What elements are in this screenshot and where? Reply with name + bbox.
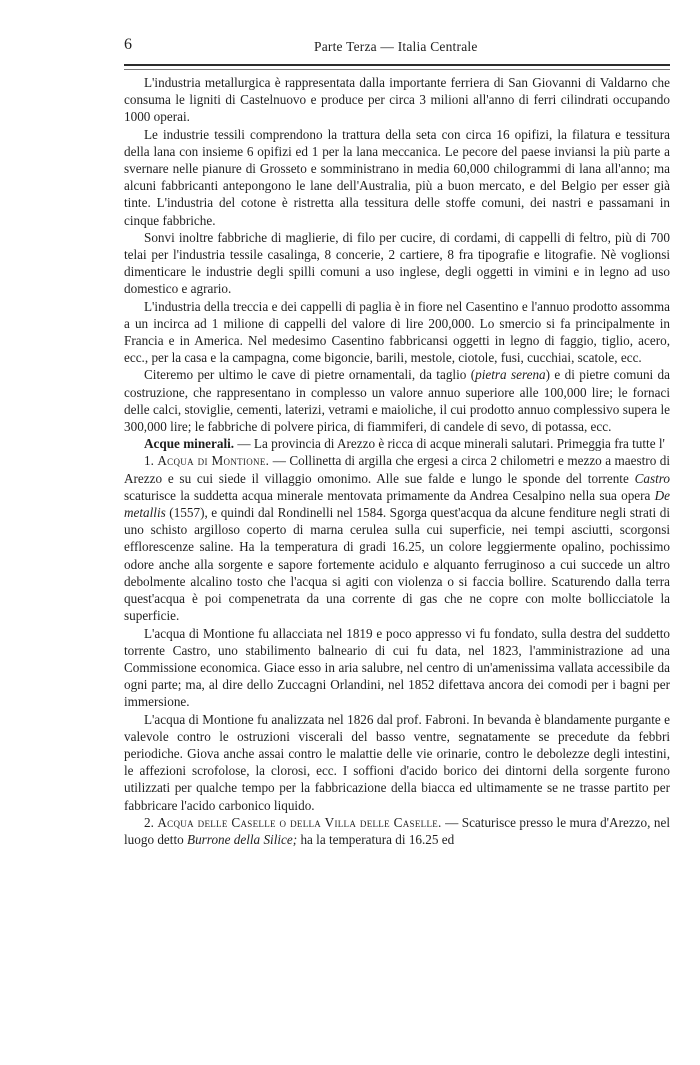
item-title: Acqua delle Caselle o della Villa delle Caselle. — [157, 814, 442, 830]
text-run: — La provincia di Arezzo è ricca di acque minerali salutari. Primeggia fra tutte l' — [234, 436, 665, 452]
text-run: Citeremo per ultimo le cave di pietre ornamentali, da taglio ( — [144, 367, 476, 383]
body-text — [124, 74, 670, 848]
page-number: 6 — [124, 36, 132, 53]
paragraph-metallurgy: L'industria metallurgica è rappresentata dalla importante ferriera di San Giovanni di Valdarno che consuma le ligniti di Castelnuovo e produce per circa 3 milioni all'anno di ferri cilindrati occupando 1000 operai. — [124, 75, 670, 125]
italic-term: De metallis — [124, 487, 670, 521]
page-header — [124, 36, 670, 62]
header-rule-thin — [124, 69, 670, 70]
paragraph-montione-analysis: L'acqua di Montione fu analizzata nel 1826 dal prof. Fabroni. In bevanda è blandamente purgante e valevole contro le ostruzioni viscerali del basso ventre, segnatamente se precedute da febbri periodiche. Giova anche assai contro le malattie delle vie orinarie, contro le debolezze degli intestini, le affezioni scrofolose, la clorosi, ecc. I soffioni d'acido borico dei dintorni della sorgente furono utilizzati per qualche tempo per la fabbricazione della biacca ed ultimamente se ne trasse partito per fabbricare l'acido carbonico liquido. — [124, 711, 670, 813]
italic-term: Castro — [634, 470, 670, 486]
text-run: — Scaturisce presso le mura d'Arezzo, nel luogo detto — [124, 814, 670, 847]
text-run: (1557), e quindi dal Rondinelli nel 1584. Sgorga quest'acqua da alcune fenditure negli strati di uno schisto argilloso coperto di marna cerulea sulla cui superficie, nei tempi asciutti, scorgonsi efflorescenze saline. Ha la temperatura di gradi 16.25, un colore leggiermente opalino, pochissimo odore anche alla sorgente e sapore fortemente acidulo e alquanto ferruginoso a cui succede un altro debolmente alcalino tosto che l'acqua si agiti con violenza o si faccia bollire. Scaturendo dalla terra quest'acqua è poi compenetrata da una corrente di gas che ne copre con molte bollicciatole la superficie. — [124, 505, 670, 624]
paragraph-montione-spa: L'acqua di Montione fu allacciata nel 1819 e poco appresso vi fu fondato, sulla destra del suddetto torrente Castro, uno stabilimento balneario di cui fu data, nel 1823, l'amministrazione ad una Commissione economica. Giace esso in aria salubre, nel centro di un'amenissima vallata accessibile da ogni parte; ma, al dire dello Zuccagni Orlandini, nel 1852 difettava ancora dei comodi per i bagni per immersione. — [124, 625, 670, 710]
running-head: Parte Terza — Italia Centrale — [314, 39, 478, 54]
paragraph-montione — [124, 452, 670, 624]
item-number: 2. — [144, 814, 154, 830]
paragraph-other-factories: Sonvi inoltre fabbriche di maglierie, di filo per cucire, di cordami, di cappelli di feltro, più di 700 telai per l'industria tessile casalinga, 8 concerie, 2 cartiere, 8 fra tipografie e litografie. Nè voglionsi dimenticare le industrie degli spilli comuni a uso inglese, degli oggetti in vimini e in legno ad uso domestico e agrario. — [124, 229, 670, 297]
section-heading: Acque minerali. — [144, 436, 235, 452]
item-title: Acqua di Montione. — [157, 453, 270, 469]
paragraph-quarries — [124, 366, 670, 435]
text-run: ) e di pietre comuni da costruzione, che rappresentano in complesso un valore annuo superiore alle 100,000 lire; le fornaci delle calci, stoviglie, cementi, laterizi, vetrami e maioliche, il cui prodotto annuo complessivo supera le 300,000 lire; le fabbriche di polvere pirica, di fiammiferi, di candele di sevo, di potassa, ecc. — [124, 367, 671, 435]
item-number: 1. — [144, 453, 154, 469]
paragraph-straw-hats: L'industria della treccia e dei cappelli di paglia è in fiore nel Casentino e l'annuo prodotto assomma a un incirca ad 1 milione di cappelli del valore di lire 200,000. Lo smercio si fa principalmente in Francia e in America. Nel medesimo Casentino fabbricansi oggetti in legno di faggio, tiglio, acero, ecc., per la casa e la campagna, come bigoncie, barili, mestole, ciotole, fusi, cucchiai, scatole, ecc. — [124, 298, 670, 366]
italic-term: pietra serena — [475, 367, 546, 383]
paragraph-caselle — [124, 814, 670, 848]
text-run: — Collinetta di argilla che ergesi a circa 2 chilometri e mezzo a maestro di Arezzo e su cui siede il villaggio omonimo. Alle sue falde e lungo le sponde del torrente — [124, 453, 671, 486]
italic-term: Burrone della Silice; — [187, 831, 298, 847]
paragraph-textiles: Le industrie tessili comprendono la trattura della seta con circa 16 opifizi, la filatura e tessitura della lana con insieme 6 opifizi ed 1 per la lana meccanica. Le pecore del paese inviansi la più parte a svernare nelle pianure di Grosseto e somministrano in media 60,000 chilogrammi di lana all'anno; ma alcuni fabbricanti antepongono le lane dell'Australia, più a buon mercato, e del Belgio per esser già tinte. L'industria del cotone è ristretta alla tessitura delle stoffe comuni, dei nastri e passamani in cinque fabbriche. — [124, 126, 670, 228]
header-rule — [124, 64, 670, 66]
paragraph-mineral-waters — [124, 435, 670, 452]
text-run: scaturisce la suddetta acqua minerale mentovata primamente da Andrea Cesalpino nella sua opera — [124, 487, 655, 503]
text-run: ha la temperatura di 16.25 ed — [297, 831, 455, 847]
